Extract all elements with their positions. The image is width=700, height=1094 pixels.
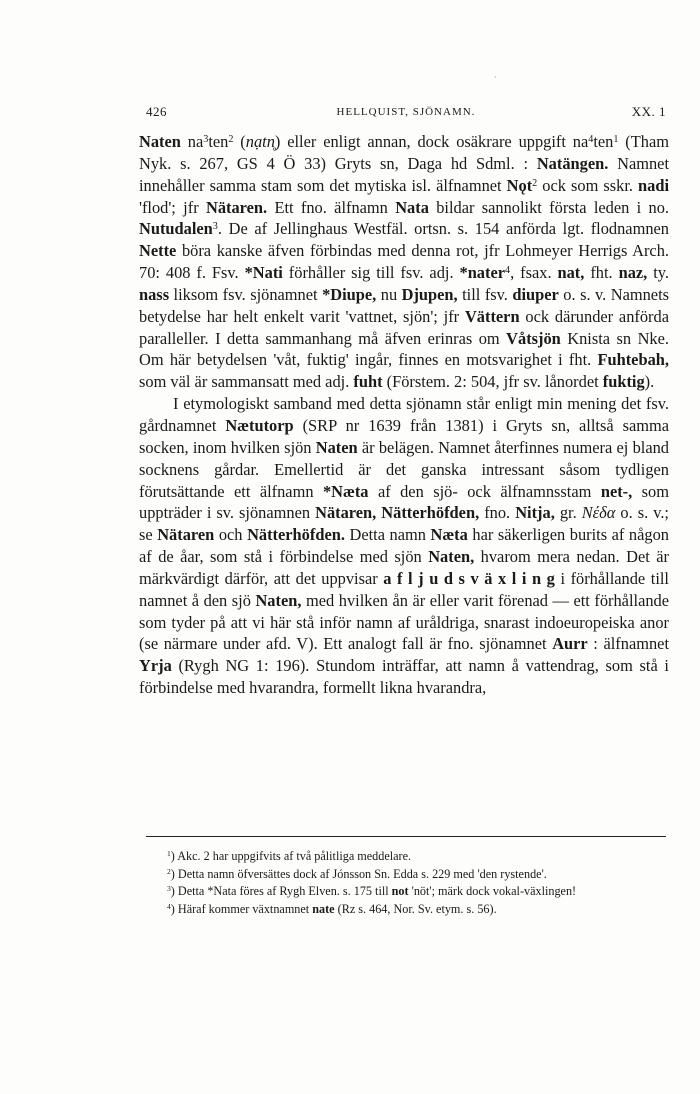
footnote-1 <box>139 848 669 866</box>
text-run: (Rygh NG 1: 196). Stundom inträffar, att namn å vattendrag, som stå i förbindelse med hvarandra, formellt likna hvarandra, <box>139 656 669 698</box>
paragraph-naten <box>139 131 669 393</box>
spaced-name: nadi <box>638 175 669 195</box>
text-run: ty. <box>647 263 669 283</box>
footnote-4 <box>139 901 669 919</box>
footnotes <box>139 848 669 918</box>
spaced-name: a f l j u d s v ä x l i n g <box>383 568 555 588</box>
spaced-name: Nette <box>139 241 177 261</box>
text-run: (Tham Nyk. s. 267, GS 4 Ö 33) Gryts sn, Daga hd Sdml. : <box>139 132 669 173</box>
spaced-name: nate <box>312 901 335 916</box>
page-header <box>146 104 666 124</box>
spaced-name: *Nati <box>244 263 283 283</box>
text-run: (Förstem. 2: 504, jfr sv. lånordet <box>382 372 603 392</box>
text-run: ) Häraf kommer växtnamnet <box>170 901 313 916</box>
spaced-name: not <box>391 884 409 898</box>
spaced-name: Nǫt <box>506 175 533 195</box>
superscript-mark: 2 <box>228 133 234 145</box>
spaced-name: diuper <box>512 284 559 304</box>
main-text <box>139 131 669 699</box>
text-run: ten <box>593 132 614 151</box>
spaced-name: Nata <box>395 197 429 217</box>
spaced-name: Nätaren. <box>205 197 268 217</box>
text-run: gr. <box>554 503 582 523</box>
text-run: , fsax. <box>510 263 558 283</box>
text-run: som uppträder i sv. sjönamnen <box>139 481 669 523</box>
text-run: ( <box>233 132 246 151</box>
footnote-rule <box>146 836 666 837</box>
text-run: Namnet innehåller samma stam som det mytiska isl. älfnamnet <box>139 153 670 195</box>
text-run: ) Akc. 2 har uppgifvits af två pålitliga meddelare. <box>170 849 412 863</box>
spaced-name: *Diupe, <box>322 284 377 304</box>
italic-form: Νέδα <box>581 503 616 523</box>
text-run: af den sjö- ock älfnamnsstam <box>368 481 601 501</box>
superscript-mark: 3 <box>212 221 218 233</box>
spaced-name: Natängen. <box>536 153 609 173</box>
superscript-mark: 1 <box>167 849 171 859</box>
text-run: nu <box>376 284 402 304</box>
text-run: ) Detta namn öfversättes dock af Jónsson Sn. Edda s. 229 med 'den rystende'. <box>170 866 547 881</box>
text-run: o. s. v. Namnets betydelse har helt enkelt varit 'vattnet, sjön'; jfr <box>139 284 670 326</box>
italic-form: nạtn̥ <box>245 132 275 151</box>
spaced-name: Djupen, <box>401 284 458 304</box>
spaced-name: Naten <box>315 437 358 457</box>
text-run: hvarom mera nedan. Det är märkvärdigt därför, att det uppvisar <box>139 547 669 588</box>
spaced-name: Yrja <box>139 656 172 676</box>
spaced-name: Nitja, <box>515 503 555 523</box>
spaced-name: Vättern <box>464 306 520 326</box>
text-run: är belägen. Namnet återfinnes numera ej bland socknens gårdar. Emellertid är det ganska intressant såsom tydligen förutsättande ett älfnamn <box>139 437 669 501</box>
text-run: ten <box>208 132 229 151</box>
spaced-name: fuht <box>353 372 383 392</box>
spaced-name: Naten, <box>428 547 475 567</box>
spaced-name: fuktig <box>602 372 645 392</box>
text-run: na <box>180 132 204 151</box>
spaced-name: *Næta <box>322 481 369 501</box>
text-run: fht. <box>584 263 619 283</box>
superscript-mark: 2 <box>532 177 538 189</box>
superscript-mark: 1 <box>613 133 619 145</box>
spaced-name: Nætutorp <box>225 415 294 435</box>
section-number: XX. 1 <box>631 104 666 119</box>
spaced-name: Våtsjön <box>506 328 561 348</box>
spaced-name: net-, <box>600 481 633 501</box>
spaced-name: nat, <box>557 263 585 283</box>
text-run: (SRP nr 1639 från 1381) i Gryts sn, alltså samma socken, inom hvilken sjön <box>139 415 670 457</box>
spaced-name: nass <box>139 284 170 304</box>
text-run: Detta namn <box>344 525 431 545</box>
text-run: till fsv. <box>457 284 513 304</box>
text-run: som väl är sammansatt med adj. <box>139 372 354 392</box>
text-run: förhåller sig till fsv. adj. <box>282 263 460 283</box>
text-run: Ett fno. älfnamn <box>267 197 396 217</box>
footnote-2 <box>139 866 669 884</box>
superscript-mark: 2 <box>167 866 171 876</box>
spaced-name: Nätaren <box>157 525 215 545</box>
text-run: (Rz s. 464, Nor. Sv. etym. s. 56). <box>334 901 497 916</box>
footnote-3 <box>139 883 669 901</box>
text-run: 'flod'; jfr <box>139 197 206 217</box>
spaced-name: Næta <box>430 525 468 545</box>
text-run: har säkerligen burits af någon af de åar, som stå i förbindelse med sjön <box>139 525 669 567</box>
text-run: Knista sn Nke. Om här betydelsen 'våt, fuktig' ingår, finnes en motsvarighet i fht. <box>139 328 669 370</box>
text-run: ). <box>644 372 655 392</box>
spaced-name: Nutudalen <box>139 219 213 239</box>
text-run: ) Detta *Nata föres af Rygh Elven. s. 175 till <box>170 884 392 898</box>
page-number: 426 <box>146 104 167 119</box>
text-run: ock därunder anförda paralleller. I detta sammanhang må äfven erinras om <box>139 306 669 348</box>
spaced-name: *nater <box>459 263 506 283</box>
spaced-name: Nätterhöfden. <box>247 525 345 545</box>
spaced-name: Naten <box>139 132 181 151</box>
superscript-mark: 3 <box>167 884 171 894</box>
text-run: med hvilken ån är eller varit förenad — ett förhållande som tyder på att vi här stå inför namn af uråldriga, snarast indoeuropeiska anor (se närmare under afd. V). Ett analogt fall är fno. sjönamnet <box>139 590 670 654</box>
spaced-name: Aurr <box>552 634 588 654</box>
paragraph-etymology <box>139 393 669 699</box>
corner-mark: · <box>494 73 497 82</box>
text-run: ock som sskr. <box>537 175 639 195</box>
text-run: 'nöt'; märk dock vokal-växlingen! <box>408 884 577 898</box>
spaced-name: naz, <box>618 263 648 283</box>
text-run: och <box>214 525 248 545</box>
spaced-name: Nätaren, Nätterhöfden, <box>315 503 480 523</box>
text-run: böra kanske äfven förbindas med denna rot, jfr Lohmeyer Herrigs Arch. 70: 408 f. Fsv. <box>139 241 669 283</box>
superscript-mark: 4 <box>588 133 594 145</box>
text-run: liksom fsv. sjönamnet <box>169 284 323 304</box>
text-run: bildar sannolikt första leden i no. <box>428 197 669 217</box>
text-run: o. s. v.; se <box>139 503 669 545</box>
text-run: : älfnamnet <box>587 634 670 654</box>
text-run: fno. <box>479 503 516 523</box>
text-run: . De af Jellinghaus Westfäl. ortsn. s. 154 anförda lgt. flodnamnen <box>217 219 669 239</box>
spaced-name: Naten, <box>255 590 302 610</box>
text-run: I etymologiskt samband med detta sjönamn står enligt min mening det fsv. gårdnamnet <box>139 394 669 435</box>
text-run: i förhållande till namnet å den sjö <box>139 568 669 610</box>
superscript-mark: 3 <box>203 133 209 145</box>
spaced-name: Fuhtebah, <box>597 350 669 370</box>
running-title: HELLQUIST, SJÖNAMN. <box>336 106 476 118</box>
superscript-mark: 4 <box>167 901 171 911</box>
superscript-mark: 4 <box>505 264 511 276</box>
text-run: ) eller enligt annan, dock osäkrare uppgift na <box>274 132 589 151</box>
